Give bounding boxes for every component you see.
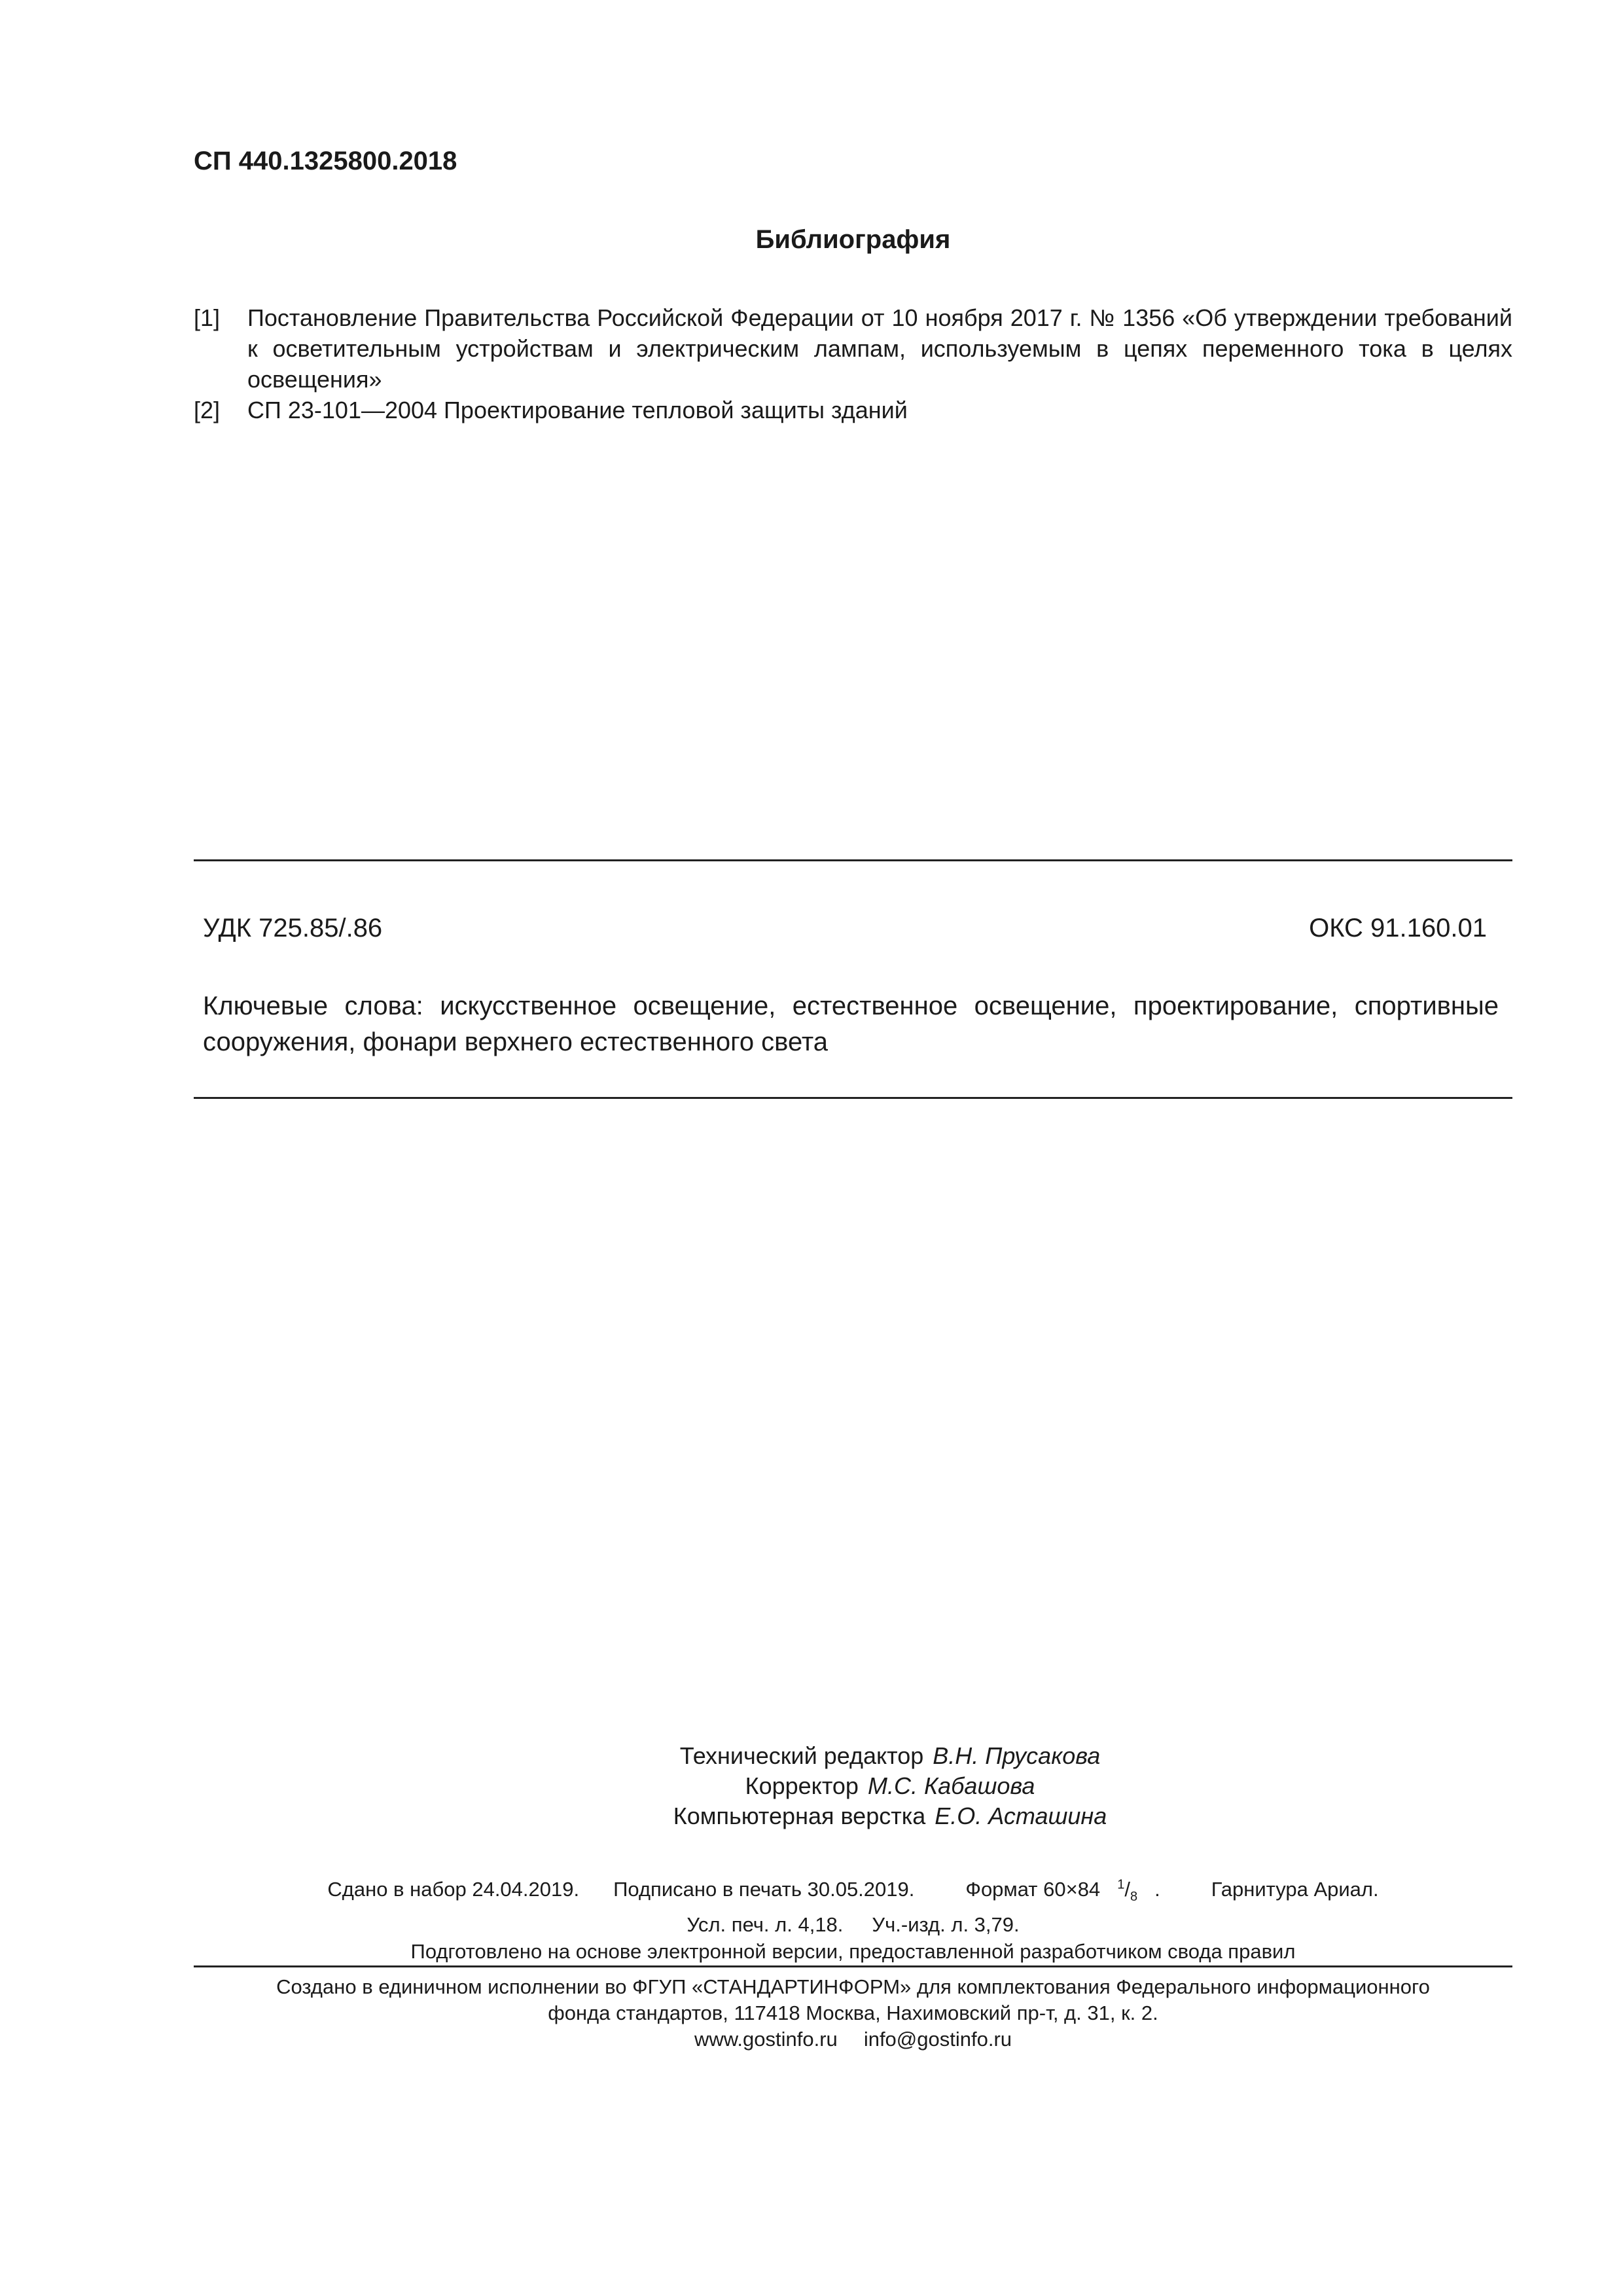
footer-line-1: Создано в единичном исполнении во ФГУП «СТАНДАРТИНФОРМ» для комплектования Федерального информационного <box>276 1975 1430 1998</box>
format-sub: 8 <box>1130 1890 1138 1905</box>
signed-date: Подписано в печать 30.05.2019. <box>613 1878 915 1901</box>
credit-label: Технический редактор <box>679 1742 924 1769</box>
print-info <box>194 1872 1512 1965</box>
format-suffix: . <box>1154 1878 1160 1901</box>
email-link[interactable]: info@gostinfo.ru <box>863 2028 1012 2051</box>
credit-name: В.Н. Прусакова <box>933 1742 1101 1769</box>
bibliography-item-number: [2] <box>194 397 221 423</box>
bibliography-list <box>194 302 1512 425</box>
edition-sheets: Уч.-изд. л. 3,79. <box>872 1912 1020 1936</box>
bibliography-item-text: СП 23-101—2004 Проектирование тепловой защиты зданий <box>247 397 908 423</box>
keywords-line-2: сооружения, фонари верхнего естественного света <box>203 1028 829 1056</box>
typeface: Гарнитура Ариал. <box>1211 1878 1379 1901</box>
divider-middle <box>194 1097 1512 1099</box>
credit-tech-editor <box>497 1741 1283 1771</box>
credit-label: Корректор <box>745 1772 859 1799</box>
bibliography-title: Библиография <box>755 225 951 254</box>
footer-line-2: фонда стандартов, 117418 Москва, Нахимовский пр-т, д. 31, к. 2. <box>548 2001 1158 2024</box>
keywords <box>203 988 1499 1060</box>
document-code: СП 440.1325800.2018 <box>194 147 457 175</box>
credits-block <box>497 1741 1283 1831</box>
divider-top <box>194 859 1512 861</box>
format-prefix: Формат 60×84 <box>965 1878 1101 1901</box>
divider-bottom <box>194 1965 1512 1967</box>
paper-format: Формат 60×84 $^1/_8$ . <box>965 1878 1160 1905</box>
keywords-line-1: Ключевые слова: искусственное освещение, естественное освещение, проектирование, спортивные <box>203 992 1499 1020</box>
print-sheets: Усл. печ. л. 4,18. <box>687 1912 844 1936</box>
footer-contacts <box>194 2026 1512 2053</box>
website-link[interactable]: www.gostinfo.ru <box>694 2028 838 2051</box>
credit-name: Е.О. Асташина <box>935 1803 1107 1829</box>
format-sup: 1 <box>1117 1878 1125 1892</box>
bibliography-item-text: Постановление Правительства Российской Федерации от 10 ноября 2017 г. № 1356 «Об утверждении требований к осветительным устройствам и электрическим лампам, используемым в цепях переменного тока в целях освещения» <box>247 304 1512 393</box>
credit-corrector <box>497 1771 1283 1801</box>
oks-code: ОКС 91.160.01 <box>1309 914 1487 942</box>
bibliography-item <box>194 302 1512 395</box>
submitted-date: Сдано в набор 24.04.2019. <box>327 1878 580 1901</box>
print-info-row <box>194 1872 1512 1911</box>
credit-label: Компьютерная верстка <box>673 1803 926 1829</box>
credit-name: М.С. Кабашова <box>867 1772 1035 1799</box>
prepared-note: Подготовлено на основе электронной версии, предоставленной разработчиком свода правил <box>410 1939 1296 1963</box>
publisher-footer <box>194 1974 1512 2053</box>
print-info-row <box>194 1911 1512 1938</box>
udk-code: УДК 725.85/.86 <box>203 914 383 942</box>
bibliography-item-number: [1] <box>194 304 221 331</box>
bibliography-item <box>194 395 1512 425</box>
credit-layout <box>497 1801 1283 1831</box>
